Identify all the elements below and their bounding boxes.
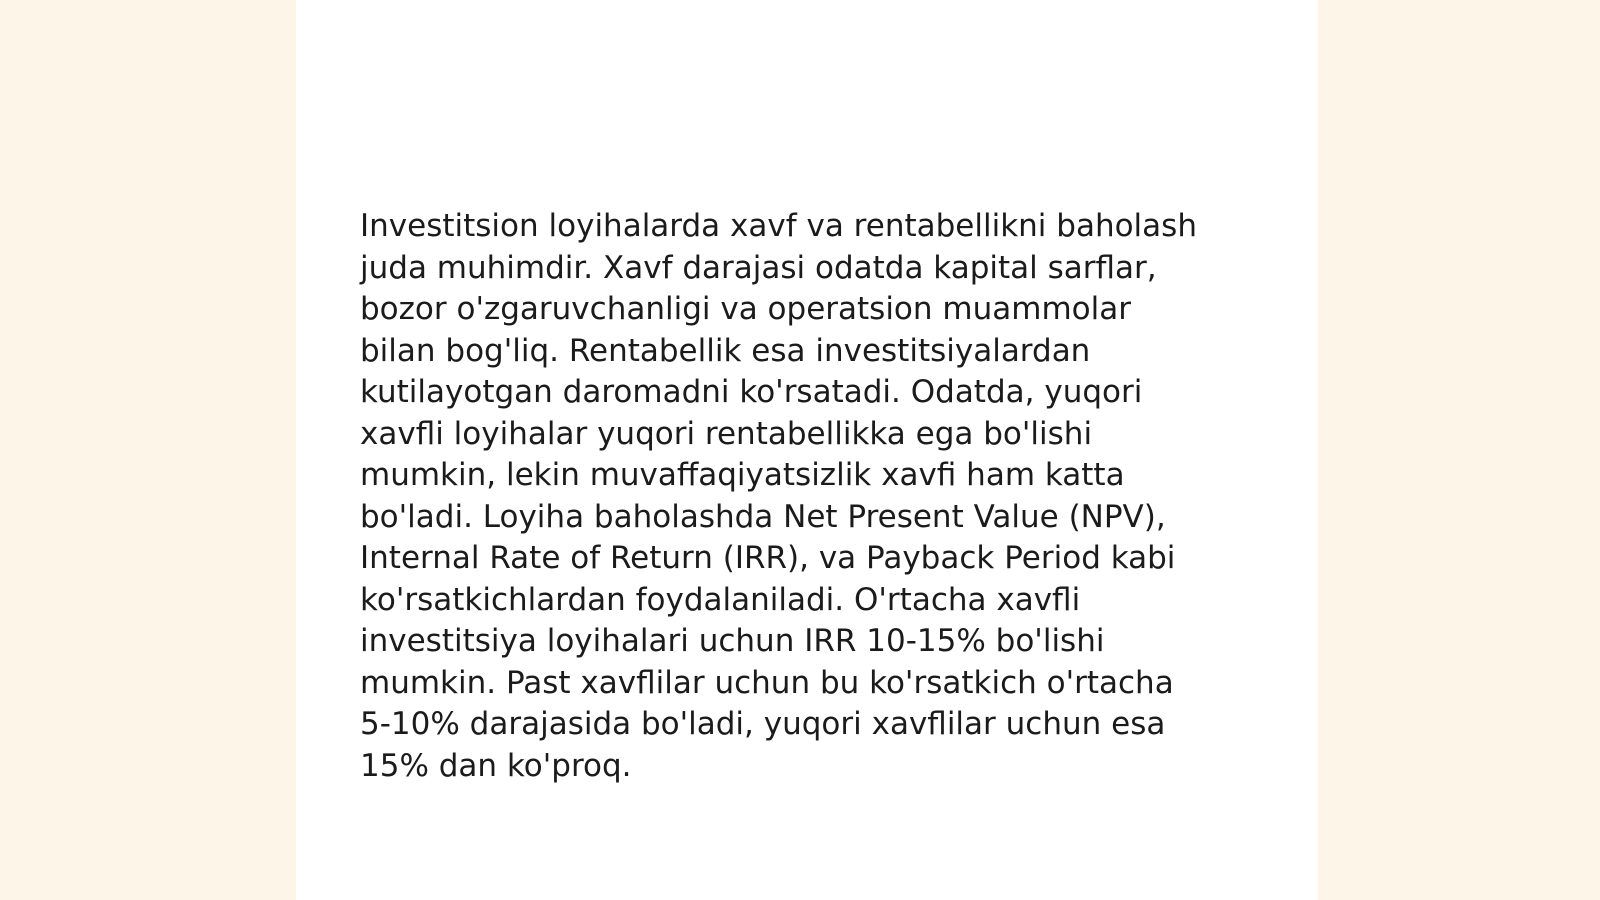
paragraph-line: bo'ladi. Loyiha baholashda Net Present Value (NPV), xyxy=(360,498,1166,535)
paragraph-line: kutilayotgan daromadni ko'rsatadi. Odatda, yuqori xyxy=(360,374,1143,410)
paragraph-line: ko'rsatkichlardan foydalaniladi. O'rtacha xavfli xyxy=(360,581,1081,618)
paragraph-line: bozor o'zgaruvchanligi va operatsion muammolar xyxy=(360,291,1131,327)
paragraph-line: 5-10% darajasida bo'ladi, yuqori xavflilar uchun esa xyxy=(360,706,1166,742)
paragraph-line: 15% dan ko'proq. xyxy=(360,747,632,784)
paragraph-line: Internal Rate of Return (IRR), va Payback Period kabi xyxy=(360,540,1176,576)
paragraph-line: investitsiya loyihalari uchun IRR 10-15% bo'lishi xyxy=(360,623,1105,659)
paragraph-line: mumkin. Past xavflilar uchun bu ko'rsatkich o'rtacha xyxy=(360,664,1174,701)
document-page xyxy=(296,0,1318,900)
paragraph-line: xavfli loyihalar yuqori rentabellikka ega bo'lishi xyxy=(360,415,1093,452)
paragraph-line: mumkin, lekin muvaffaqiyatsizlik xavfi ham katta xyxy=(360,457,1125,493)
paragraph-line: juda muhimdir. Xavf darajasi odatda kapital sarflar, xyxy=(360,249,1157,286)
body-paragraph xyxy=(360,206,1260,787)
paragraph-line: bilan bog'liq. Rentabellik esa investitsiyalardan xyxy=(360,332,1091,369)
paragraph-line: Investitsion loyihalarda xavf va rentabellikni baholash xyxy=(360,208,1197,244)
